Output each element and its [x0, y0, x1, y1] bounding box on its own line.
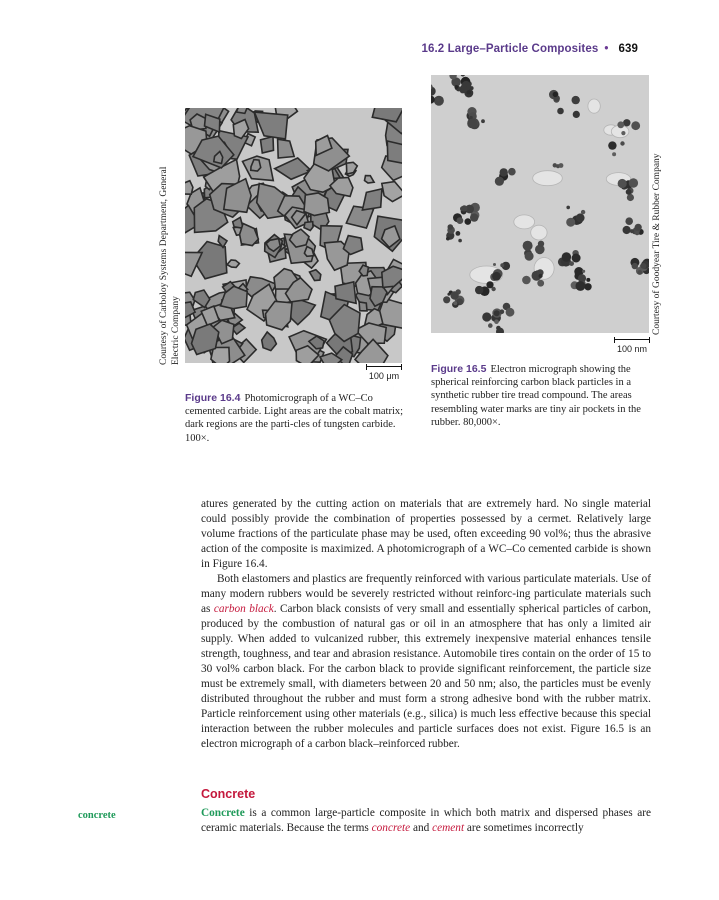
carbon-black-particle [626, 189, 632, 195]
carbon-black-particle [566, 206, 570, 210]
carbon-black-particle [500, 168, 508, 176]
page-number: 639 [618, 43, 638, 55]
paragraph-text: are sometimes incorrectly [464, 822, 584, 834]
carbon-black-particle [573, 111, 580, 118]
carbon-black-particle [584, 283, 591, 290]
figure-16-5-scale-label: 100 nm [616, 344, 648, 354]
carbon-black-particle [618, 179, 627, 188]
carbide-grain [261, 137, 274, 154]
carbon-black-particle [495, 177, 504, 186]
air-pocket [531, 225, 547, 240]
carbon-black-particle [494, 319, 499, 324]
carbon-black-particle [525, 252, 534, 261]
carbon-black-particle [450, 291, 458, 299]
carbon-black-particle [508, 168, 516, 176]
carbon-black-particle [569, 261, 574, 266]
carbon-black-particle [460, 206, 465, 211]
carbon-black-particle [494, 310, 500, 316]
carbon-black-particle [553, 92, 558, 97]
scale-bar-line [366, 364, 402, 370]
carbon-black-particle [641, 263, 647, 269]
carbon-black-particle [506, 308, 515, 317]
carbon-black-particle [576, 213, 585, 222]
carbon-black-particle [537, 280, 544, 287]
carbon-black-particle [630, 229, 634, 233]
carbon-black-particle [457, 217, 464, 224]
term-concrete-italic: concrete [371, 822, 411, 834]
margin-glossary-term: concrete [78, 810, 116, 821]
carbon-black-particle [586, 278, 590, 282]
figure-16-5-caption-text: Electron micrograph showing the spherical reinforcing carbon black particles in a synthetic rubber tire tread compound. The areas resembling water marks are tiny air pockets in the rubber. 80,000×. [431, 364, 641, 428]
carbon-black-particle [632, 263, 638, 269]
carbon-black-particle [491, 287, 495, 291]
carbon-black-particle [482, 312, 491, 321]
paragraph-concrete [201, 806, 651, 836]
carbon-black-particle [443, 296, 450, 303]
carbon-black-particle [621, 131, 625, 135]
figure-16-4-scale-label: 100 μm [368, 371, 400, 381]
paragraph-text: . Carbon black consists of very small and essentially spherical particles of carbon, produced by the combustion of natural gas or oil in an atmosphere that has only a limited air supply. When added to vulcanized rubber, this extremely inexpensive material enhances tensile strength, toughness, and tear and abrasion resistance. Automobile tires contain on the order of 15 to 30 vol% carbon black. For the carbon black to provide significant reinforcement, the particle size must be extremely small, with diameters between 20 and 50 nm; also, the particles must be evenly distributed throughout the rubber and must form a strong adhesive bond with the rubber matrix. Particle reinforcement using other materials (e.g., silica) is much less effective because this special interaction between the rubber molecules and particle surfaces does not exist. Figure 16.5 is an electron micrograph of a carbon black–reinforced rubber. [201, 603, 651, 750]
figure-16-4-credit: Courtesy of Carboloy Systems Department, General Electric Company [159, 166, 181, 365]
section-heading-concrete: Concrete [201, 787, 256, 801]
carbon-black-particle [627, 194, 634, 201]
carbon-black-particle [635, 231, 640, 236]
air-pocket [588, 99, 600, 113]
carbon-black-particle [562, 252, 571, 261]
carbon-black-particle [631, 121, 640, 130]
carbon-black-particle [446, 237, 450, 241]
carbon-black-particle [559, 163, 564, 168]
carbon-black-particle [582, 270, 585, 273]
carbon-black-particle [460, 85, 468, 93]
carbon-black-particle [447, 293, 450, 296]
air-pocket [533, 171, 563, 186]
carbon-black-particle [470, 213, 478, 221]
carbon-black-particle [637, 270, 642, 275]
carbon-black-particle [500, 309, 505, 314]
carbon-black-particle [620, 141, 624, 145]
carbon-black-particle [623, 119, 630, 126]
carbon-black-particle [629, 178, 638, 187]
scale-bar-line [614, 337, 650, 343]
figure-16-5-caption [431, 363, 649, 429]
carbon-black-particle [557, 108, 564, 115]
figure-16-5-scale-bar [614, 337, 650, 354]
carbon-black-particle [475, 286, 483, 294]
carbon-black-particle [500, 263, 504, 267]
figure-16-4-caption-text: Photomicrograph of a WC–Co cemented carbide. Light areas are the cobalt matrix; dark regions are the parti-cles of tungsten carbide. 100×. [185, 393, 404, 444]
paragraph-carbon-black [201, 572, 651, 752]
figure-16-4-photomicrograph [185, 108, 402, 363]
paragraph-text: is a common large-particle composite in which both matrix and dispersed phases are ceramic materials. Because the terms [201, 807, 651, 834]
carbon-black-particle [608, 141, 616, 149]
carbon-black-particle [436, 98, 440, 102]
figure-16-5-electron-micrograph [431, 75, 649, 333]
carbon-black-particle [523, 241, 533, 251]
term-cement-italic: cement [432, 822, 465, 834]
term-carbon-black: carbon black [213, 603, 274, 615]
carbon-black-particle [625, 217, 633, 225]
figure-16-5-label: Figure 16.5 [431, 363, 487, 375]
carbon-black-particle [465, 218, 472, 225]
term-concrete: Concrete [201, 807, 245, 819]
section-title: 16.2 Large–Particle Composites [421, 43, 599, 55]
paragraph-text: and [410, 822, 433, 834]
carbon-black-particle [458, 239, 462, 243]
figure-16-4-label: Figure 16.4 [185, 392, 241, 404]
air-pocket [514, 215, 535, 229]
carbon-black-particle [467, 90, 471, 94]
figure-16-5-credit: Courtesy of Goodyear Tire & Rubber Company [652, 153, 662, 335]
carbon-black-particle [566, 218, 575, 227]
carbon-black-particle [467, 119, 477, 129]
carbon-black-particle [492, 272, 501, 281]
carbon-black-particle [612, 152, 616, 156]
carbon-black-particle [488, 323, 493, 328]
carbon-black-particle [522, 276, 531, 285]
carbon-black-particle [572, 96, 580, 104]
carbon-black-particle [496, 326, 501, 331]
carbon-black-particle [493, 263, 496, 266]
carbide-grain [359, 302, 367, 311]
paragraph-text: Both elastomers and plastics are frequently reinforced with various particulate materials. Use of many modern rubbers would be severely restricted without reinforc-ing particulate materials such as [201, 573, 651, 615]
carbide-grain [387, 141, 402, 164]
figure-16-4-scale-bar [366, 364, 402, 381]
carbon-black-particle [539, 274, 543, 278]
carbon-black-particle [572, 254, 581, 263]
carbon-black-particle [455, 85, 459, 89]
body-text [201, 497, 651, 752]
carbon-black-particle [635, 224, 642, 231]
carbon-black-particle [576, 281, 586, 291]
carbon-black-particle [453, 301, 457, 305]
carbon-black-particle [623, 226, 631, 234]
header-bullet: • [604, 43, 609, 55]
carbon-black-particle [448, 224, 454, 230]
paragraph-cermet: atures generated by the cutting action on materials that are extremely hard. No single material could possibly provide the combination of properties possessed by a cermet. Relatively large volume fractions of the particulate phase may be used, often exceeding 90 vol%; thus the abrasive action of the composite is maximized. A photomicrograph of a WC–Co cemented carbide is shown in Figure 16.4. [201, 498, 651, 570]
carbon-black-particle [538, 241, 544, 247]
carbon-black-particle [617, 121, 624, 128]
running-header [422, 43, 639, 55]
carbon-black-particle [456, 231, 461, 236]
figure-16-4-caption [185, 392, 405, 445]
carbon-black-particle [481, 119, 485, 123]
carbon-black-particle [578, 274, 586, 282]
